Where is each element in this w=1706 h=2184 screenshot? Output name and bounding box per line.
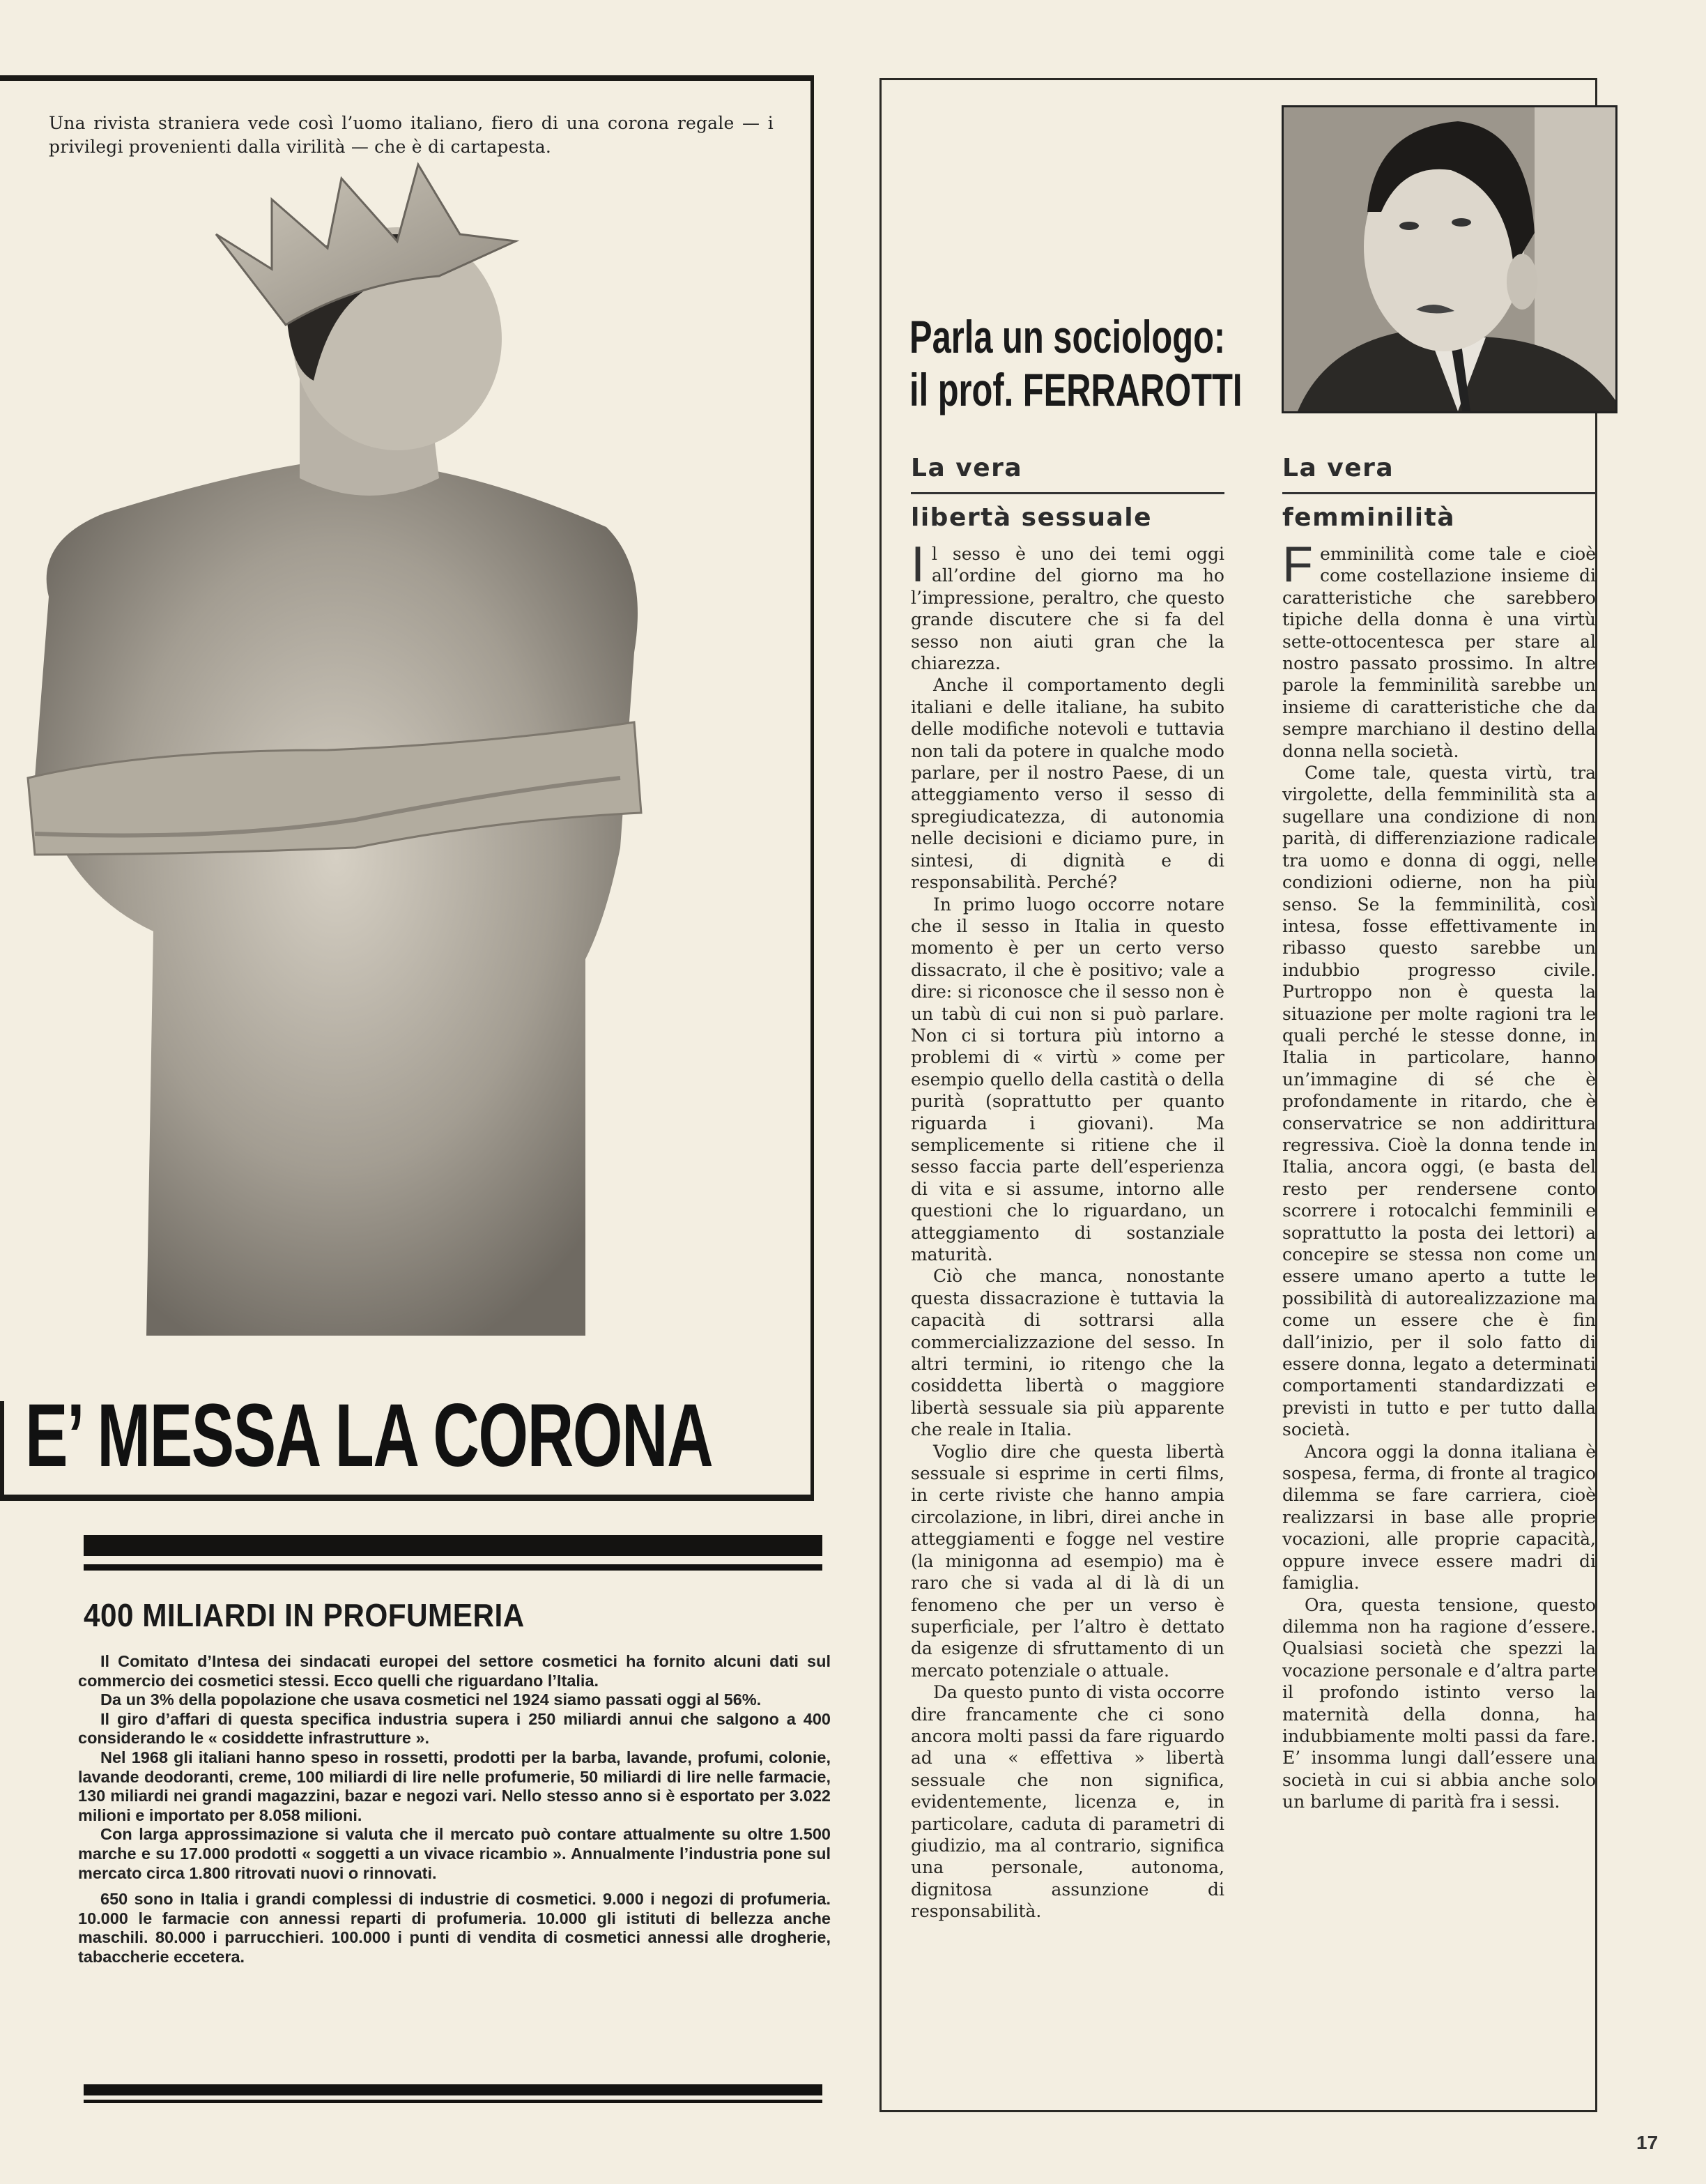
article-paragraph: In primo luogo occorre notare che il sesso in Italia in questo momento è per un certo verso dissacrato, il che è positivo; vale a dire: si riconosce che il sesso non è un tabù di cui non si può parlare. Non ci si tortura più intorno a problemi di « virtù » come per esempio quello della castità o della purità (soprattutto per quanto riguarda i giovani). Ma semplicemente si ritiene che il sesso faccia parte dell’esperienza di vita e si assume, intorno alle questioni che lo riguardano, un atteggiamento di sostanziale maturità. [911,894,1224,1265]
column-liberta-sessuale [911,453,1224,1923]
profumeria-title: 400 MILIARDI IN PROFUMERIA [84,1597,525,1633]
column-heading-line1: La vera [1282,454,1394,482]
heading-rule [1282,492,1596,494]
profumeria-paragraph: Con larga approssimazione si valuta che il mercato può contare attualmente su oltre 1.500 marche e su 17.000 prodotti « soggetti a un vivace ricambio ». Annualmente l’industria pone sul mercato circa 1.800 ritrovati nuovi o rinnovati. [78,1825,831,1882]
crown-article-panel [0,75,814,1501]
drop-cap: F [1282,537,1313,593]
profumeria-paragraph: Il giro d’affari di questa specifica industria supera i 250 miliardi annui che salgono a 400 considerando le « cosiddette infrastrutture ». [78,1709,831,1748]
profumeria-paragraph: Nel 1968 gli italiani hanno speso in rossetti, prodotti per la barba, lavande, profumi, colonie, lavande deodoranti, creme, 100 miliardi di lire nelle profumerie, 50 miliardi di lire nelle farmacie, 130 miliardi nei grandi magazzini, bazar e negozi vari. Nello stesso anno si è esportato per 3.022 milioni e importato per 8.058 milioni. [78,1748,831,1824]
photo-caption: Una rivista straniera vede così l’uomo italiano, fiero di una corona regale — i privilegi provenienti dalla virilità — che è di cartapesta. [49,113,774,157]
photo-shirtless-man-with-crown [7,151,648,1377]
article-paragraph: Come tale, questa virtù, tra virgolette, della femminilità sta a sugellare una condizione di non parità, di differenziazione radicale tra uomo e donna di oggi, nelle condizioni odierne, non ha più senso. Se la femminilità, così intesa, fosse effettivamente in ribasso questo sarebbe un indubbio progresso civile. Purtroppo non è questa la situazione per molte ragioni tra le quali perché le stesse donne, in Italia in particolare, hanno un’immagine di sé che è profondamente in ritardo, che è conservatrice se non addirittura regressiva. Cioè la donna tende in Italia, ancora oggi, (e basta del resto per rendersene conto scorrere i rotocalchi femminili e soprattutto la posta dei lettori) a concepire se stessa non come un essere umano aperto a tutte le possibilità di autorealizzazione ma come un essere che è fin dall’inizio, per il solo fatto di essere donna, legato a determinati comportamenti standardizzati e previsti in tutto e per tutto dalla società. [1282,763,1596,1440]
column-heading-line2: femminilità [1282,503,1456,532]
article-paragraph: Il sesso è uno dei temi oggi all’ordine del giorno ma ho l’impressione, peraltro, che questo grande discutere che si fa del sesso non aiuti gran che la chiarezza. [911,537,1224,674]
article-paragraph: Ciò che manca, nonostante questa dissacrazione è tuttavia la capacità di sottrarsi alla commercializzazione del sesso. In altri termini, io ritengo che la cosiddetta libertà o maggiore libertà sessuale sia più apparente che reale in Italia. [911,1266,1224,1440]
page-number: 17 [1636,2132,1659,2153]
column-femminilita [1282,453,1596,1813]
article-paragraph: Ancora oggi la donna italiana è sospesa, ferma, di fronte al tragico dilemma se fare carriera, cioè realizzarsi in base alle proprie vocazioni, alle proprie capacità, oppure invece essere madri di famiglia. [1282,1441,1596,1594]
profumeria-paragraph: Da un 3% della popolazione che usava cosmetici nel 1924 siamo passati oggi al 56%. [100,1690,762,1709]
left-edge-rule [0,1401,4,1499]
divider-thin [84,1564,822,1571]
column-heading-line1: La vera [911,454,1023,482]
divider-thin-bottom [84,2100,822,2103]
column-heading-line2: libertà sessuale [911,503,1153,532]
article-paragraph: Femminilità come tale e cioè come costellazione insieme di caratteristiche che sarebbero tipiche della donna è una virtù sette-ottocentesca per stare al nostro passato prossimo. In altre parole la femminilità sarebbe un insieme di caratteristiche che da sempre marchiano il destino della donna nella società. [1282,537,1596,761]
divider-thick-bottom [84,2084,822,2095]
article-paragraph: Anche il comportamento degli italiani e delle italiane, ha subito delle modifiche notevoli e tuttavia non tali da potere in qualche modo parlare, per il nostro Paese, di un atteggiamento verso il sesso di spregiudicatezza, di autonomia nelle decisioni e diciamo pure, in sintesi, di dignità e di responsabilità. Perché? [911,675,1224,893]
interview-title-line1: Parla un sociologo: [909,311,1226,362]
show-through-text [923,122,939,218]
drop-cap: I [911,537,925,593]
divider-thick [84,1535,822,1556]
interview-title-line2: il prof. FERRAROTTI [909,364,1243,415]
profumeria-paragraph: Il Comitato d’Intesa dei sindacati europei del settore cosmetici ha fornito alcuni dati sul commercio dei cosmetici stessi. Ecco quelli che riguardano l’Italia. [78,1652,831,1690]
article-paragraph: Voglio dire che questa libertà sessuale si esprime in certi films, in certe riviste che hanno ampia circolazione, in libri, direi anche in atteggiamenti e fogge nel vestire (la minigonna ad esempio) ma è raro che si vada al di là di un fenomeno che per un verso è superficiale, per l’altro è dettato da esigenze di sfruttamento di un mercato potenziale o attuale. [911,1441,1224,1681]
heading-rule [911,492,1224,494]
profumeria-paragraph: 650 sono in Italia i grandi complessi di industrie di cosmetici. 9.000 i negozi di profumeria. 10.000 le farmacie con annessi reparti di profumeria. 10.000 gli istituti di bellezza anche maschili. 80.000 i parrucchieri. 100.000 i punti di vendita di cosmetici annessi alle drogherie, tabaccherie eccetera. [78,1890,831,1966]
article-paragraph: Da questo punto di vista occorre dire francamente che ci sono ancora molti passi da fare riguardo ad una « effettiva » libertà sessuale che non significa, evidentemente, licenza e, in particolare, caduta di parametri di giudizio, ma al contrario, significa una personale, autonoma, dignitosa assunzione di responsabilità. [911,1682,1224,1922]
article-paragraph: Ora, questa tensione, questo dilemma non ha ragione d’essere. Qualsiasi società che spezzi la vocazione personale e d’altra parte il profondo istinto verso la maternità della donna, ha indubbiamente molti passi da fare. E’ insomma lungi dall’essere una società in cui si abbia anche solo un barlume di parità fra i sessi. [1282,1594,1596,1812]
profumeria-body [78,1652,831,1967]
headline: E’ MESSA LA CORONA [25,1386,713,1486]
interview-title [909,310,1243,416]
torso-shape [35,464,638,1336]
photo-prof-ferrarotti [1282,105,1617,413]
